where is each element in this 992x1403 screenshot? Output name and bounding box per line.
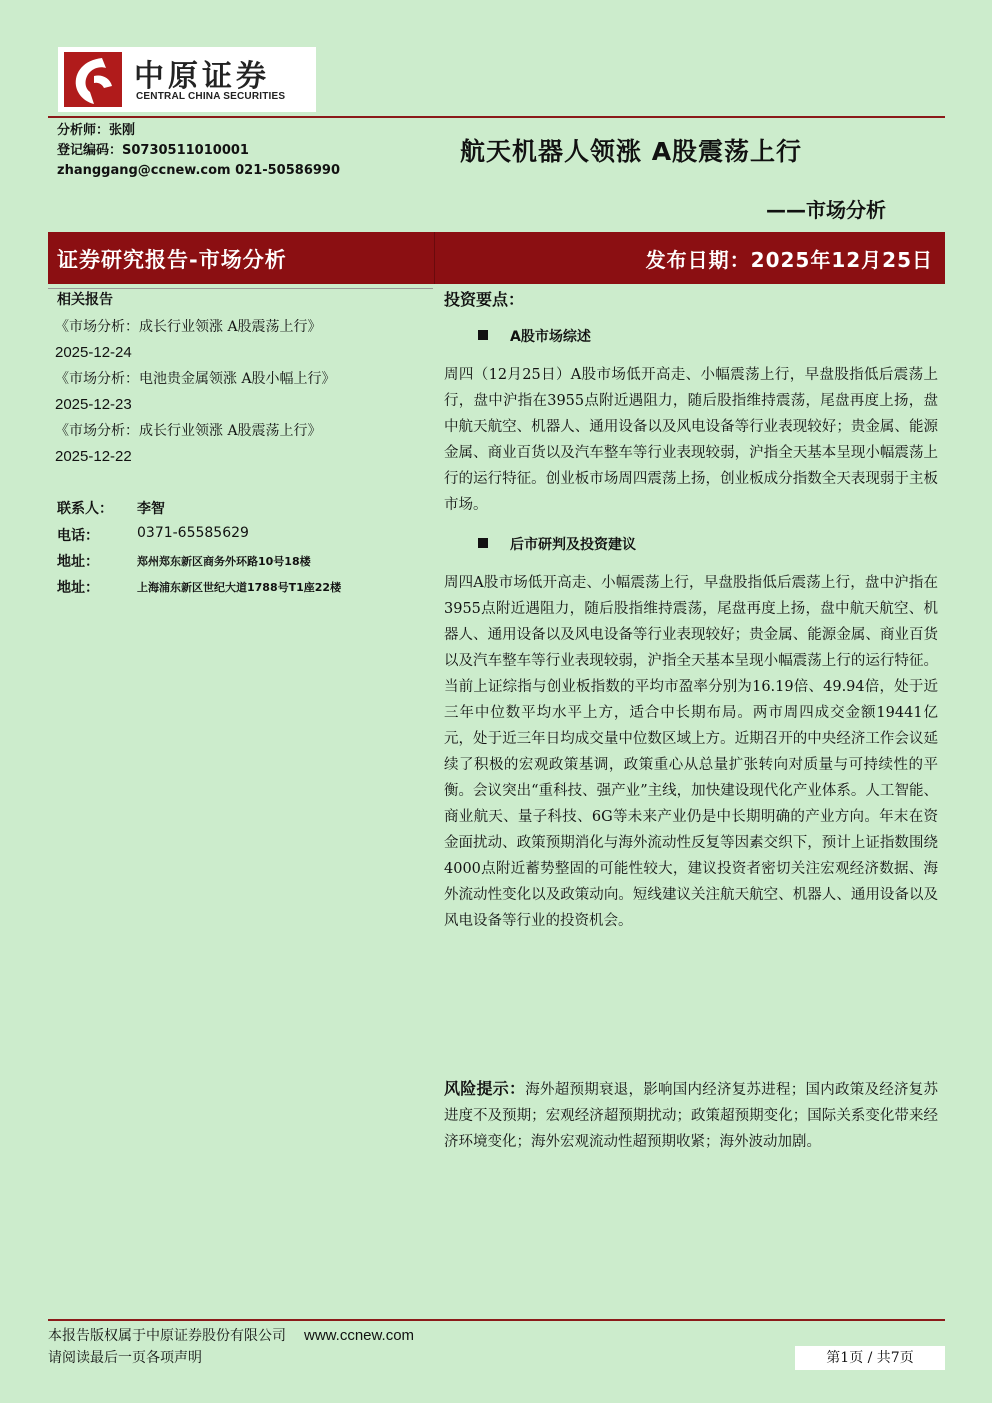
square-bullet-icon [478, 538, 488, 548]
footer-url-link[interactable]: www.ccnew.com [304, 1327, 415, 1344]
footer-copyright-line [48, 1325, 414, 1345]
header-rule [48, 116, 945, 118]
page-indicator: 第1页 / 共7页 [795, 1346, 945, 1370]
contact-phone: 0371-65585629 [137, 525, 249, 541]
related-report-date: 2025-12-22 [55, 448, 132, 465]
section-heading-text: 后市研判及投资建议 [510, 537, 636, 553]
footer-disclaimer: 请阅读最后一页各项声明 [48, 1350, 202, 1366]
related-report-title[interactable]: 《市场分析：电池贵金属领涨 A股小幅上行》 [55, 371, 336, 387]
analyst-registration: 登记编码：S0730511010001 [57, 143, 249, 158]
section-heading-text: A股市场综述 [510, 329, 591, 345]
report-subtitle: ——市场分析 [766, 198, 886, 222]
analyst-contact: zhanggang@ccnew.com 021-50586990 [57, 163, 340, 178]
footer-rule [48, 1319, 945, 1321]
publish-date: 发布日期：2025年12月25日 [645, 248, 933, 272]
contact-address2-label: 地址： [57, 580, 99, 596]
related-report-date: 2025-12-23 [55, 396, 132, 413]
footer-copyright: 本报告版权属于中原证券股份有限公司 [48, 1328, 286, 1344]
contact-phone-label: 电话： [57, 528, 99, 544]
related-report-title[interactable]: 《市场分析：成长行业领涨 A股震荡上行》 [55, 423, 322, 439]
banner-divider [434, 232, 435, 284]
logo-name-en: CENTRAL CHINA SECURITIES [136, 91, 286, 102]
logo-name-cn: 中原证券 [134, 59, 270, 94]
outlook-paragraph: 周四A股市场低开高走、小幅震荡上行，早盘股指低后震荡上行，盘中沪指在3955点附近遇阻力，随后股指维持震荡，尾盘再度上扬，盘中航天航空、机器人、通用设备以及风电设备等行业表现较好；贵金属、能源金属、商业百货以及汽车整车等行业表现较弱，沪指全天基本呈现小幅震荡上行的运行特征。当前上证综指与创业板指数的平均市盈率分别为16.19倍、49.94倍，处于近三年中位数平均水平上方，适合中长期布局。两市周四成交金额19441亿元，处于近三年日均成交量中位数区域上方。近期召开的中央经济工作会议延续了积极的宏观政策基调，政策重心从总量扩张转向对质量与可持续性的平衡。会议突出“重科技、强产业”主线，加快建设现代化产业体系。人工智能、商业航天、量子科技、6G等未来产业仍是中长期明确的产业方向。年末在资金面扰动、政策预期消化与海外流动性反复等因素交织下，预计上证指数围绕4000点附近蓄势整固的可能性较大，建议投资者密切关注宏观经济数据、海外流动性变化以及政策动向。短线建议关注航天航空、机器人、通用设备以及风电设备等行业的投资机会。 [444, 575, 938, 929]
logo-mark-icon [64, 52, 122, 107]
analyst-info [57, 121, 340, 181]
related-reports-heading: 相关报告 [57, 292, 113, 308]
report-title: 航天机器人领涨 A股震荡上行 [460, 137, 803, 166]
contact-address2: 上海浦东新区世纪大道1788号T1座22楼 [137, 581, 342, 594]
risk-label: 风险提示： [444, 1079, 526, 1098]
report-banner [48, 232, 945, 284]
section-heading-market-review [478, 326, 591, 346]
risk-text: 海外超预期衰退，影响国内经济复苏进程；国内政策及经济复苏进度不及预期；宏观经济超预期扰动；政策超预期变化；国际关系变化带来经济环境变化；海外宏观流动性超预期收紧；海外波动加剧。 [444, 1082, 938, 1150]
key-points-heading: 投资要点： [444, 290, 525, 309]
related-report-title[interactable]: 《市场分析：成长行业领涨 A股震荡上行》 [55, 319, 322, 335]
contact-address1: 郑州郑东新区商务外环路10号18楼 [137, 555, 311, 568]
contact-person: 李智 [137, 501, 165, 517]
section-heading-outlook [478, 534, 636, 554]
report-category: 证券研究报告-市场分析 [57, 248, 287, 272]
contact-address1-label: 地址： [57, 554, 99, 570]
contact-person-label: 联系人： [57, 501, 113, 517]
market-review-paragraph: 周四（12月25日）A股市场低开高走、小幅震荡上行，早盘股指低后震荡上行，盘中沪指在3955点附近遇阻力，随后股指维持震荡，尾盘再度上扬，盘中航天航空、机器人、通用设备以及风电设备等行业表现较好；贵金属、能源金属、商业百货以及汽车整车等行业表现较弱，沪指全天基本呈现小幅震荡上行的运行特征。创业板市场周四震荡上扬，创业板成分指数全天表现弱于主板市场。 [444, 367, 938, 513]
square-bullet-icon [478, 330, 488, 340]
analyst-name: 分析师：张刚 [57, 123, 136, 138]
risk-warning [444, 1076, 938, 1155]
company-logo [58, 47, 316, 112]
related-reports-list [55, 314, 425, 470]
related-report-date: 2025-12-24 [55, 344, 132, 361]
